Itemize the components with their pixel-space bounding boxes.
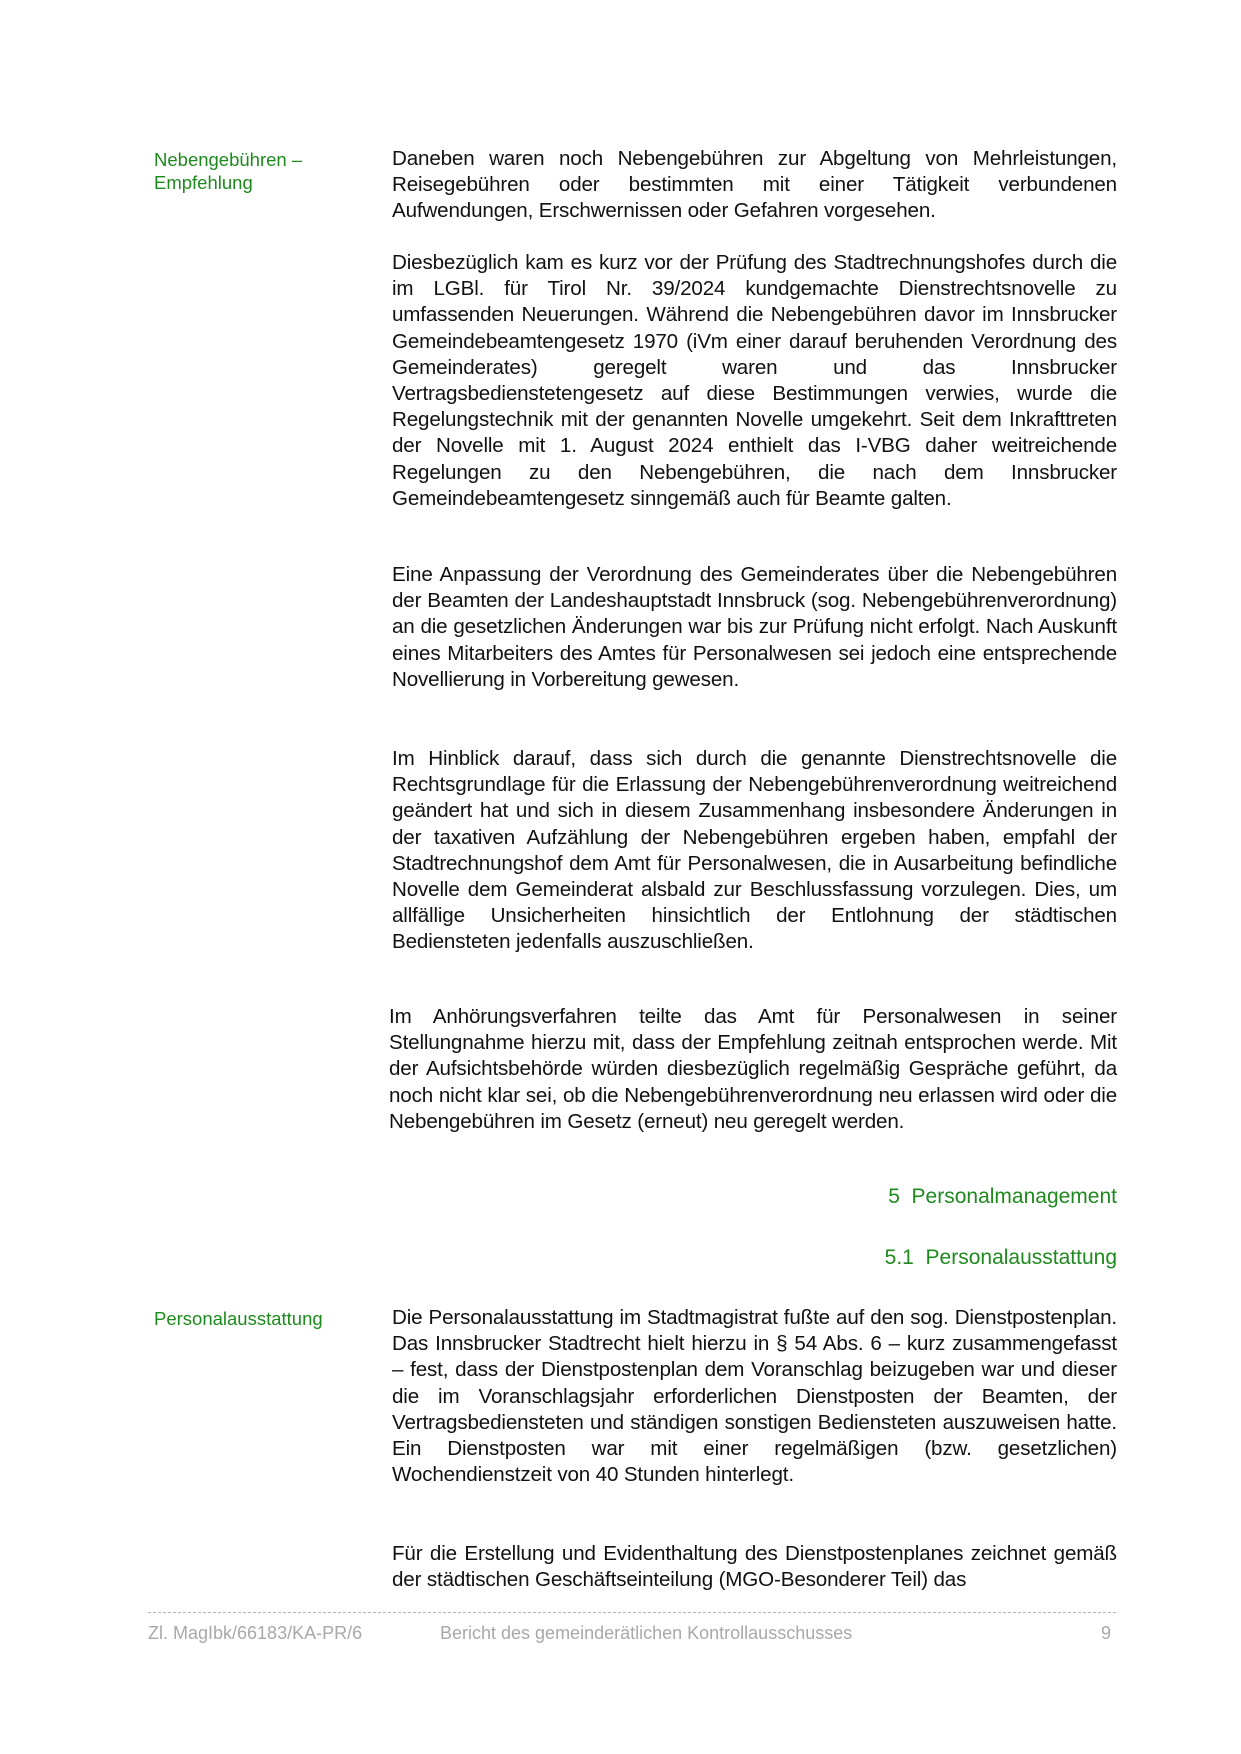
- paragraph-block: [392, 250, 1117, 512]
- paragraph: Die Personalausstattung im Stadtmagistrat fußte auf den sog. Dienstpostenplan. Das Innsbrucker Stadtrecht hielt hierzu in § 54 Abs. 6 – kurz zusammengefasst – fest, dass der Dienstpostenplan dem Voranschlag beizugeben war und dieser die im Voranschlagsjahr erforderlichen Dienstposten der Beamten, der Vertragsbediensteten und ständigen sonstigen Bediensteten auszuweisen hatte. Ein Dienstposten war mit einer regelmäßigen (bzw. gesetzlichen) Wochendienstzeit von 40 Stunden hinterlegt.: [392, 1306, 1117, 1487]
- paragraph-block: [392, 1541, 1117, 1593]
- paragraph-block: [392, 562, 1117, 693]
- paragraph: Im Anhörungsverfahren teilte das Amt für Personalwesen in seiner Stellungnahme hierzu mit, dass der Empfehlung zeitnah entsprochen werde. Mit der Aufsichtsbehörde würden diesbezüglich regelmäßig Gespräche geführt, da noch nicht klar sei, ob die Nebengebührenverordnung neu erlassen wird oder die Nebengebühren im Gesetz (erneut) neu geregelt werden.: [389, 1005, 1117, 1133]
- paragraph: Daneben waren noch Nebengebühren zur Abgeltung von Mehrleistungen, Reisegebühren oder bestimmten mit einer Tätigkeit verbundenen Aufwendungen, Erschwernissen oder Gefahren vorgesehen.: [392, 147, 1117, 223]
- paragraph: Diesbezüglich kam es kurz vor der Prüfung des Stadtrechnungshofes durch die im LGBl. für Tirol Nr. 39/2024 kundgemachte Dienstrechtsnovelle zu umfassenden Neuerungen. Während die Nebengebühren davor im Innsbrucker Gemeindebeamtengesetz 1970 (iVm einer darauf beruhenden Verordnung des Gemeinderates) geregelt waren und das Innsbrucker Vertragsbedienstetengesetz auf diese Bestimmungen verwies, wurde die Regelungstechnik mit der genannten Novelle umgekehrt. Seit dem Inkrafttreten der Novelle mit 1. August 2024 enthielt das I-VBG daher weitreichende Regelungen zu den Nebengebühren, die nach dem Innsbrucker Gemeindebeamtengesetz sinngemäß auch für Beamte galten.: [392, 251, 1117, 510]
- margin-note-line: Empfehlung: [154, 172, 253, 193]
- margin-note-line: Nebengebühren –: [154, 149, 303, 170]
- footer-title: Bericht des gemeinderätlichen Kontrollausschusses: [440, 1623, 853, 1643]
- paragraph-block: [392, 746, 1117, 956]
- margin-note-nebengebuehren: [154, 148, 354, 194]
- section-heading-5: 5 Personalmanagement: [888, 1185, 1117, 1208]
- paragraph-block: [392, 1305, 1117, 1488]
- footer-reference: Zl. MagIbk/66183/KA-PR/6: [148, 1623, 363, 1643]
- paragraph-block-response: [389, 1004, 1117, 1135]
- margin-note-personalausstattung: Personalausstattung: [154, 1308, 323, 1329]
- section-heading-5-1: 5.1 Personalausstattung: [884, 1246, 1117, 1269]
- paragraph-block: [392, 146, 1117, 225]
- footer-page-number: 9: [1100, 1623, 1111, 1643]
- paragraph: Für die Erstellung und Evidenthaltung des Dienstpostenplanes zeichnet gemäß der städtischen Geschäftseinteilung (MGO-Besonderer Teil) das: [392, 1542, 1117, 1592]
- footer-divider: [148, 1612, 1116, 1613]
- paragraph: Im Hinblick darauf, dass sich durch die genannte Dienstrechtsnovelle die Rechtsgrundlage für die Erlassung der Nebengebührenverordnung weitreichend geändert hat und sich in diesem Zusammenhang insbesondere Änderungen in der taxativen Aufzählung der Nebengebühren ergeben haben, empfahl der Stadtrechnungshof dem Amt für Personalwesen, die in Ausarbeitung befindliche Novelle dem Gemeinderat alsbald zur Beschlussfassung vorzulegen. Dies, um allfällige Unsicherheiten hinsichtlich der Entlohnung der städtischen Bediensteten jedenfalls auszuschließen.: [392, 747, 1117, 954]
- paragraph: Eine Anpassung der Verordnung des Gemeinderates über die Nebengebühren der Beamten der Landeshauptstadt Innsbruck (sog. Nebengebührenverordnung) an die gesetzlichen Änderungen war bis zur Prüfung nicht erfolgt. Nach Auskunft eines Mitarbeiters des Amtes für Personalwesen sei jedoch eine entsprechende Novellierung in Vorbereitung gewesen.: [392, 563, 1117, 691]
